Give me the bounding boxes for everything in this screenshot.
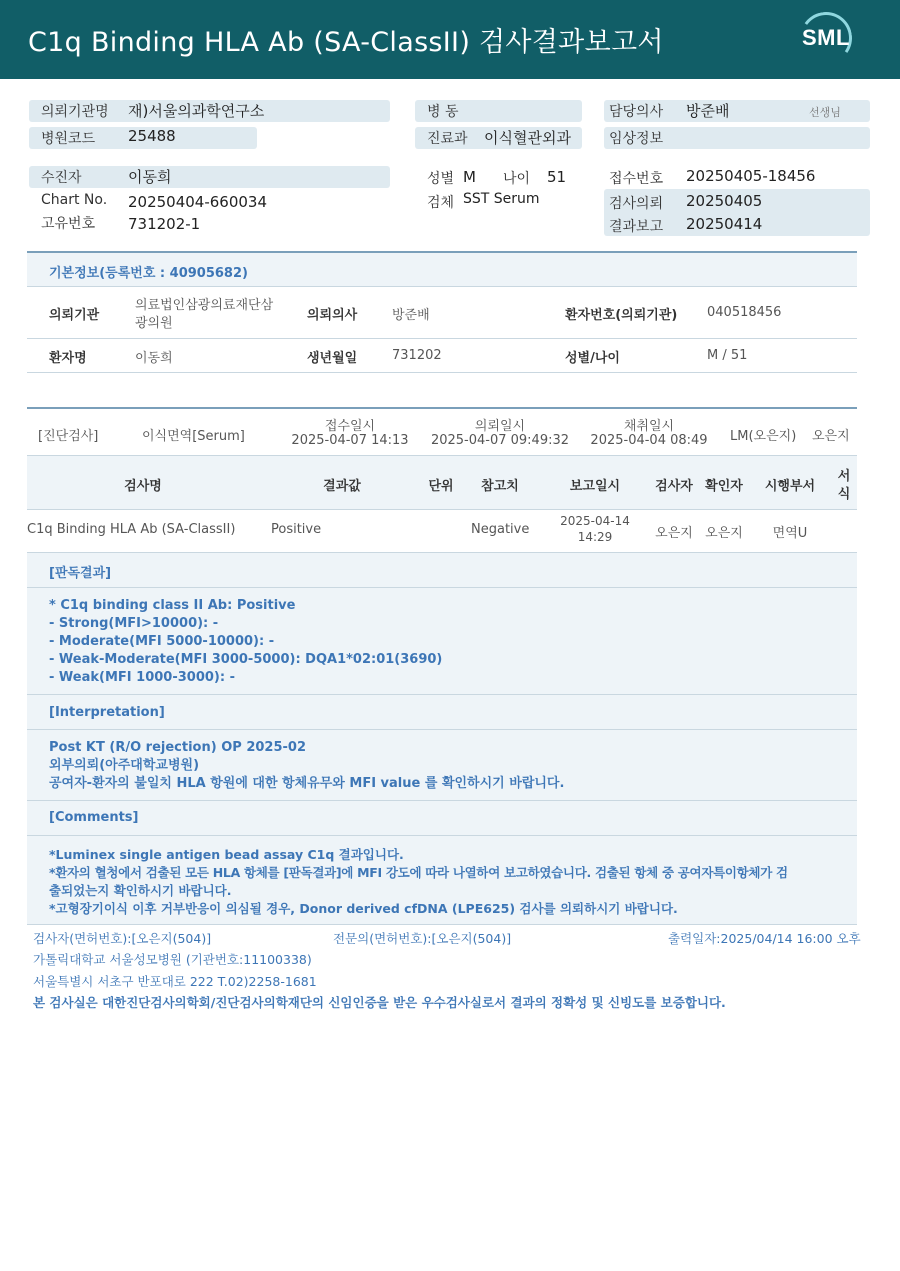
- dept-label: 진료과: [427, 131, 468, 147]
- doctor-value: 방준배: [686, 102, 730, 120]
- interpretation-line: [27, 729, 857, 730]
- chart-value: 20250404-660034: [128, 193, 268, 211]
- exam-request-value: 2025-04-07 09:49:32: [430, 433, 570, 448]
- exam-lm-person: 오은지: [812, 429, 850, 444]
- patient-pill: [29, 166, 390, 188]
- specimen-value: SST Serum: [463, 191, 540, 207]
- ward-label: 병 동: [427, 104, 459, 120]
- hospital-code-label: 병원코드: [41, 131, 96, 147]
- basic-r2-k1: 환자명: [49, 351, 87, 366]
- request-value: 20250405: [686, 192, 763, 210]
- footer-address: 서울특별시 서초구 반포대로 222 T.02)2258-1681: [33, 974, 317, 989]
- judgment-end-line: [27, 694, 857, 695]
- basic-k1: 의뢰기관: [49, 308, 100, 323]
- logo-text: SML: [802, 25, 850, 50]
- td-confirmer: 오은지: [705, 526, 743, 541]
- exam-category: [진단검사]: [38, 429, 99, 444]
- hospital-code-value: 25488: [128, 127, 176, 145]
- exam-collect-value: 2025-04-04 08:49: [590, 433, 708, 448]
- basic-r2-k2: 생년월일: [307, 351, 358, 366]
- td-report-date-2: 14:29: [577, 530, 613, 544]
- th-ref: 참고치: [481, 479, 519, 494]
- td-tester: 오은지: [655, 526, 693, 541]
- clinical-label: 임상정보: [609, 131, 664, 147]
- sex-value: M: [463, 168, 476, 186]
- judgment-line: [27, 587, 857, 588]
- receipt-value: 20250405-18456: [686, 167, 816, 185]
- td-name: C1q Binding HLA Ab (SA-ClassII): [27, 522, 236, 537]
- td-dept: 면역U: [772, 526, 808, 541]
- basic-v2: 방준배: [392, 308, 430, 323]
- comments-line-1: *Luminex single antigen bead assay C1q 결과입니다.: [49, 847, 404, 862]
- th-form-1: 서: [837, 469, 851, 484]
- td-result: Positive: [271, 522, 322, 537]
- footer-cert: 본 검사실은 대한진단검사의학회/진단검사의학재단의 신임인증을 받은 우수검사실로서 결과의 정확성 및 신빙도를 보증합니다.: [33, 995, 726, 1010]
- uid-value: 731202-1: [128, 215, 201, 233]
- age-value: 51: [547, 168, 567, 186]
- table-line-1: [27, 509, 857, 510]
- footer-tester: 검사자(면허번호):[오은지(504)]: [33, 931, 212, 946]
- comments-line: [27, 835, 857, 836]
- interpretation-line-1: Post KT (R/O rejection) OP 2025-02: [49, 740, 306, 755]
- basic-r2-v2: 731202: [392, 348, 442, 363]
- request-label: 검사의뢰: [609, 196, 664, 212]
- comments-title: [Comments]: [49, 810, 139, 825]
- age-label: 나이: [503, 171, 531, 187]
- footer-specialist: 전문의(면허번호):[오은지(504)]: [333, 931, 512, 946]
- exam-top-line: [27, 407, 857, 409]
- basic-info-title: 기본정보(등록번호 : 40905682): [49, 266, 248, 281]
- report-title: C1q Binding HLA Ab (SA-ClassII) 검사결과보고서: [28, 27, 664, 58]
- th-confirmer: 확인자: [705, 479, 743, 494]
- basic-v1-line1: 의료법인삼광의료재단삼: [135, 298, 274, 313]
- exam-type: 이식면역[Serum]: [142, 429, 245, 444]
- exam-lm: LM(오은지): [730, 429, 797, 444]
- basic-line-2: [27, 338, 857, 339]
- doctor-label: 담당의사: [609, 104, 664, 120]
- td-report-date-1: 2025-04-14: [560, 514, 630, 528]
- receipt-label: 접수번호: [609, 171, 664, 187]
- sex-label: 성별: [427, 171, 455, 187]
- exam-receipt-value: 2025-04-07 14:13: [291, 433, 409, 448]
- footer-hospital: 가톨릭대학교 서울성모병원 (기관번호:11100338): [33, 952, 312, 967]
- report-value: 20250414: [686, 215, 763, 233]
- th-name: 검사명: [124, 479, 162, 494]
- patient-value: 이동희: [128, 168, 172, 186]
- doctor-suffix: 선생님: [809, 106, 841, 119]
- th-dept: 시행부서: [764, 479, 816, 494]
- institution-value: 재)서울의과학연구소: [128, 102, 265, 120]
- chart-label: Chart No.: [41, 192, 108, 208]
- interpretation-end-line: [27, 800, 857, 801]
- basic-k3: 환자번호(의뢰기관): [565, 308, 678, 323]
- judgment-line-3: - Moderate(MFI 5000-10000): -: [49, 634, 275, 649]
- comments-line-3: 출되었는지 확인하시기 바랍니다.: [49, 883, 232, 898]
- td-ref: Negative: [471, 522, 530, 537]
- basic-k2: 의뢰의사: [307, 308, 358, 323]
- judgment-line-5: - Weak(MFI 1000-3000): -: [49, 670, 235, 685]
- report-header: [0, 0, 900, 79]
- th-result: 결과값: [323, 479, 361, 494]
- basic-v3: 040518456: [707, 305, 782, 320]
- th-form-2: 식: [837, 487, 851, 502]
- exam-collect-label: 채취일시: [623, 419, 675, 434]
- basic-r2-k3: 성별/나이: [565, 351, 620, 366]
- th-unit: 단위: [428, 479, 454, 494]
- specimen-label: 검체: [427, 195, 455, 211]
- report-label: 결과보고: [609, 219, 664, 235]
- footer-print-date: 출력일자:2025/04/14 16:00 오후: [668, 931, 861, 946]
- basic-r2-v1: 이동희: [135, 351, 173, 366]
- interpretation-line-3: 공여자-환자의 불일치 HLA 항원에 대한 항체유무와 MFI value 를 확인하시기 바랍니다.: [49, 776, 565, 791]
- comments-line-2: *환자의 혈청에서 검출된 모든 HLA 항체를 [판독결과]에 MFI 강도에 따라 나열하여 보고하였습니다. 검출된 항체 중 공여자특이항체가 검: [49, 865, 788, 880]
- dept-value: 이식혈관외과: [484, 129, 571, 147]
- basic-line-3: [27, 372, 857, 373]
- judgment-title: [판독결과]: [49, 566, 112, 581]
- interpretation-title: [Interpretation]: [49, 705, 165, 720]
- judgment-line-2: - Strong(MFI>10000): -: [49, 616, 219, 631]
- th-tester: 검사자: [655, 479, 693, 494]
- judgment-line-4: - Weak-Moderate(MFI 3000-5000): DQA1*02:01(3690): [49, 652, 443, 667]
- exam-request-label: 의뢰일시: [474, 419, 526, 434]
- interpretation-line-2: 외부의뢰(아주대학교병원): [49, 758, 200, 773]
- exam-receipt-label: 접수일시: [324, 419, 376, 434]
- basic-v1-line2: 광의원: [135, 316, 173, 331]
- institution-label: 의뢰기관명: [41, 104, 109, 120]
- basic-r2-v3: M / 51: [707, 348, 748, 363]
- basic-line-1: [27, 286, 857, 287]
- patient-label: 수진자: [41, 170, 82, 186]
- uid-label: 고유번호: [41, 216, 96, 232]
- th-report-date: 보고일시: [569, 479, 621, 494]
- judgment-line-1: * C1q binding class II Ab: Positive: [49, 598, 296, 613]
- comments-line-4: *고형장기이식 이후 거부반응이 의심될 경우, Donor derived cfDNA (LPE625) 검사를 의뢰하시기 바랍니다.: [49, 901, 678, 916]
- sml-logo: [796, 12, 856, 68]
- comments-end-line: [27, 924, 857, 925]
